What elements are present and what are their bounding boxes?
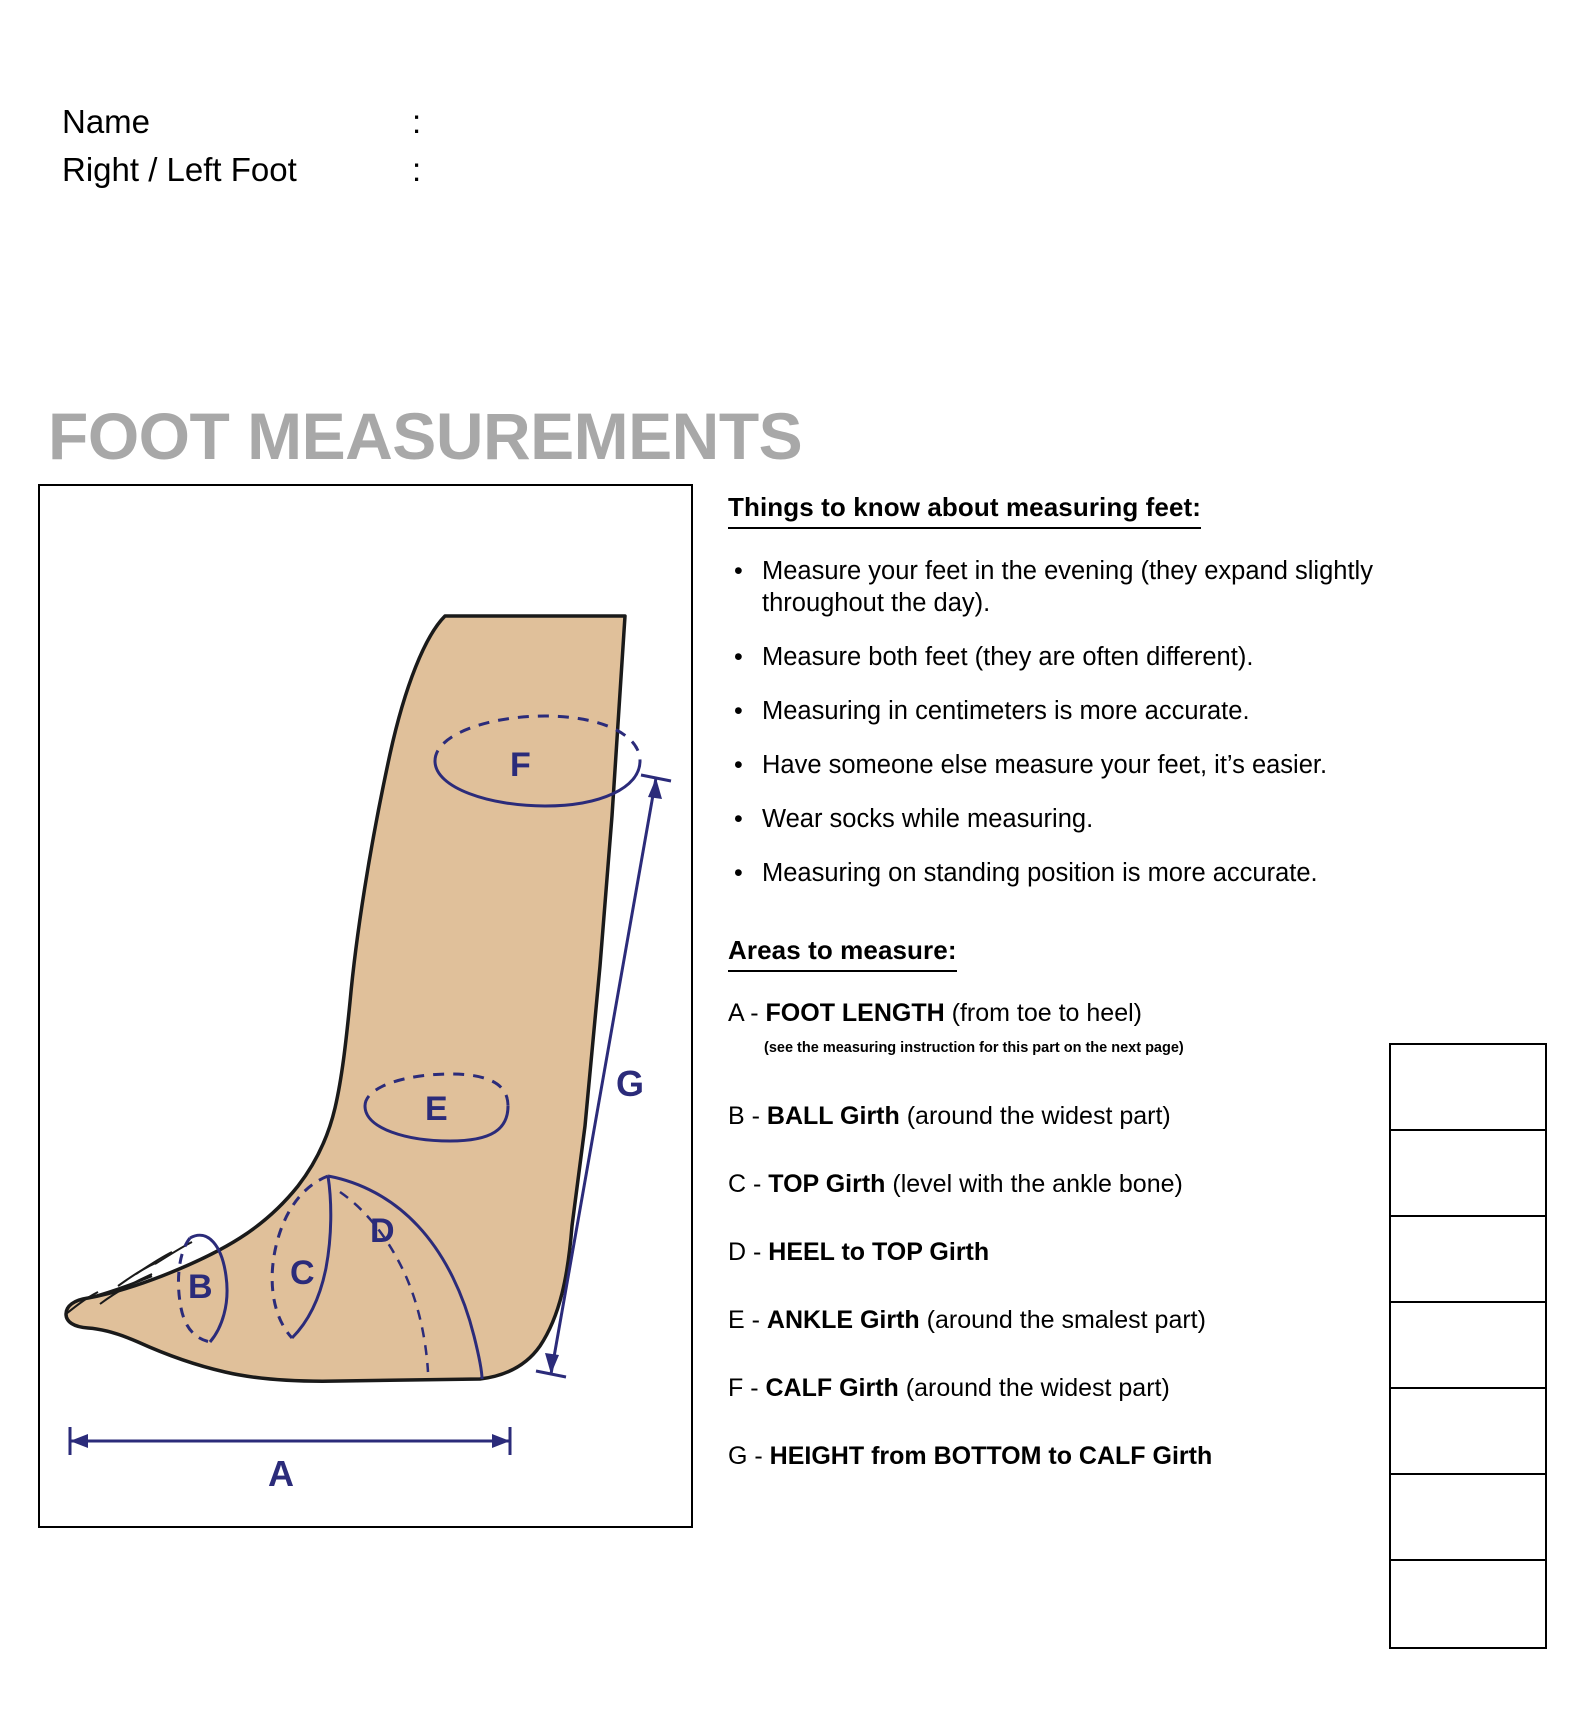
measurement-input-table [1389,1043,1547,1649]
list-item [728,1441,1378,1471]
tip-text: Wear socks while measuring. [762,805,1094,833]
area-letter: B - [728,1102,760,1130]
patient-form [62,98,856,194]
instructions-column [728,492,1378,1509]
area-letter: A - [728,999,759,1027]
name-label: Name [62,103,151,140]
leg-foot-shape [66,616,625,1381]
area-name: ANKLE Girth [766,1306,920,1334]
tip-text: Measuring on standing position is more accurate. [762,859,1318,887]
bullet-icon: • [734,697,743,725]
list-item [728,1169,1378,1199]
tip-text: Measuring in centimeters is more accurate. [762,697,1250,725]
list-item [728,749,1378,781]
measurement-cell-c[interactable] [1391,1217,1545,1303]
label-d: D [370,1212,395,1250]
label-g: G [616,1063,645,1104]
areas-list [728,998,1378,1471]
measurement-cell-d[interactable] [1391,1303,1545,1389]
measurement-cell-g[interactable] [1391,1561,1545,1647]
bullet-icon: • [734,643,743,671]
tips-heading: Things to know about measuring feet: [728,492,1201,529]
bullet-icon: • [734,557,743,585]
form-row-foot-side [62,146,856,194]
label-b: B [188,1268,213,1306]
form-row-name [62,98,856,146]
area-name: TOP Girth [768,1170,886,1198]
area-detail: (from toe to heel) [951,999,1142,1027]
foot-diagram-panel [38,484,693,1528]
area-letter: F - [728,1374,759,1402]
list-item [728,641,1378,673]
area-name: HEIGHT from BOTTOM to CALF Girth [769,1442,1213,1470]
measurement-cell-a[interactable] [1391,1045,1545,1131]
list-item [728,857,1378,889]
area-detail: (around the widest part) [906,1102,1171,1130]
foot-diagram [40,486,691,1526]
measurement-cell-b[interactable] [1391,1131,1545,1217]
area-note: (see the measuring instruction for this part on the next page) [764,1040,1184,1056]
list-item [728,1101,1378,1131]
bullet-icon: • [734,859,743,887]
area-name: CALF Girth [765,1374,899,1402]
foot-side-label: Right / Left Foot [62,151,297,188]
area-letter: D - [728,1238,762,1266]
label-e: E [425,1090,448,1128]
list-item [728,1373,1378,1403]
label-f: F [510,746,531,784]
tip-text: Have someone else measure your feet, it’s easier. [762,751,1328,779]
label-a: A [268,1453,294,1494]
area-name: HEEL to TOP Girth [768,1238,990,1266]
list-item [728,998,1378,1063]
area-detail: (around the smalest part) [926,1306,1206,1334]
bullet-icon: • [734,805,743,833]
list-item [728,695,1378,727]
foot-side-colon: : [412,151,422,188]
area-letter: E - [728,1306,760,1334]
measure-a-foot-length [70,1427,510,1494]
tips-list [728,555,1378,889]
list-item [728,803,1378,835]
list-item [728,555,1378,619]
areas-heading: Areas to measure: [728,935,957,972]
area-letter: G - [728,1442,763,1470]
list-item [728,1305,1378,1335]
area-name: BALL Girth [766,1102,900,1130]
measurement-cell-e[interactable] [1391,1389,1545,1475]
name-colon: : [412,103,422,140]
area-detail: (around the widest part) [905,1374,1170,1402]
area-letter: C - [728,1170,762,1198]
measurement-cell-f[interactable] [1391,1475,1545,1561]
label-c: C [290,1254,315,1292]
area-name: FOOT LENGTH [765,999,945,1027]
list-item [728,1237,1378,1267]
bullet-icon: • [734,751,743,779]
tip-text: Measure both feet (they are often different). [762,643,1254,671]
area-detail: (level with the ankle bone) [892,1170,1183,1198]
page-title: FOOT MEASUREMENTS [48,399,803,473]
tip-text: Measure your feet in the evening (they expand slightly throughout the day). [762,557,1373,617]
